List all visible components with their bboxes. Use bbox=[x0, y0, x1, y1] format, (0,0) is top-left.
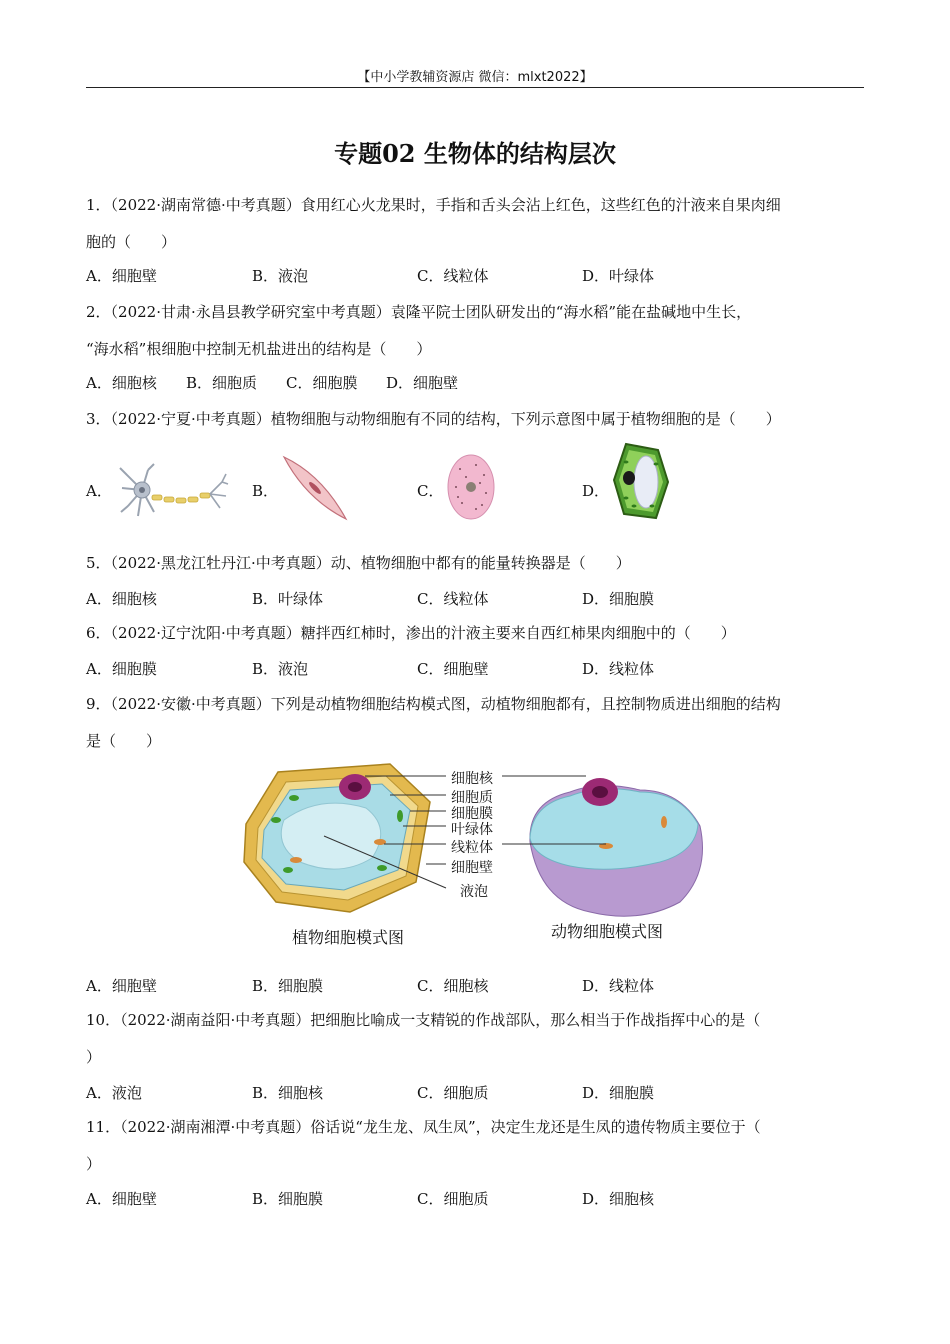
q2-option-d: D．细胞壁 bbox=[386, 374, 459, 392]
q9-option-c: C．细胞核 bbox=[417, 977, 489, 995]
question-10-text: 10．（2022·湖南益阳·中考真题）把细胞比喻成一支精锐的作战部队，那么相当于作战指挥中心的是（ bbox=[86, 1011, 761, 1029]
q1-option-b: B．液泡 bbox=[252, 267, 309, 285]
q3-option-d: D． bbox=[582, 482, 610, 500]
animal-cell-caption: 动物细胞模式图 bbox=[551, 922, 664, 941]
question-2-text: 2．（2022·甘肃·永昌县教学研究室中考真题）袁隆平院士团队研发出的“海水稻”能在盐碱地中生长， bbox=[86, 303, 752, 321]
q5-option-c: C．线粒体 bbox=[417, 590, 489, 608]
page-header: 【中小学教辅资源店 微信：mlxt2022】 bbox=[357, 70, 593, 85]
q6-option-d: D．线粒体 bbox=[582, 660, 655, 678]
q10-option-b: B．细胞核 bbox=[252, 1084, 324, 1102]
question-10-text-cont: ） bbox=[86, 1048, 102, 1066]
q9-option-d: D．线粒体 bbox=[582, 977, 655, 995]
label-cell-wall: 细胞壁 bbox=[451, 860, 493, 876]
header-divider bbox=[86, 87, 864, 88]
q11-option-b: B．细胞膜 bbox=[252, 1190, 324, 1208]
question-11-text-cont: ） bbox=[86, 1155, 102, 1173]
q5-option-d: D．细胞膜 bbox=[582, 590, 655, 608]
label-cytoplasm: 细胞质 bbox=[451, 790, 493, 806]
q11-option-a: A．细胞壁 bbox=[86, 1190, 157, 1208]
label-nucleus: 细胞核 bbox=[451, 771, 493, 787]
question-9-text-cont: 是（ ） bbox=[86, 732, 162, 750]
question-5-text: 5．（2022·黑龙江牡丹江·中考真题）动、植物细胞中都有的能量转换器是（ ） bbox=[86, 554, 631, 572]
q6-option-c: C．细胞壁 bbox=[417, 660, 489, 678]
smooth-muscle-cell-image bbox=[282, 455, 348, 521]
label-chloroplast: 叶绿体 bbox=[451, 822, 493, 838]
plant-cell-caption: 植物细胞模式图 bbox=[292, 928, 405, 947]
q5-option-a: A．细胞核 bbox=[86, 590, 157, 608]
q6-option-a: A．细胞膜 bbox=[86, 660, 157, 678]
question-9-text: 9．（2022·安徽·中考真题）下列是动植物细胞结构模式图，动植物细胞都有，且控制物质进出细胞的结构 bbox=[86, 695, 781, 713]
q2-option-b: B．细胞质 bbox=[186, 374, 258, 392]
animal-cell-image bbox=[446, 453, 496, 521]
label-vacuole: 液泡 bbox=[460, 884, 488, 900]
q11-option-c: C．细胞质 bbox=[417, 1190, 489, 1208]
neuron-image bbox=[118, 462, 230, 522]
q3-option-c: C． bbox=[417, 482, 444, 500]
q2-option-a: A．细胞核 bbox=[86, 374, 157, 392]
q2-option-c: C．细胞膜 bbox=[286, 374, 358, 392]
q5-option-b: B．叶绿体 bbox=[252, 590, 324, 608]
q3-option-a: A． bbox=[86, 482, 112, 500]
q1-option-a: A．细胞壁 bbox=[86, 267, 157, 285]
label-mitochondria: 线粒体 bbox=[451, 840, 493, 856]
q6-option-b: B．液泡 bbox=[252, 660, 309, 678]
q1-option-d: D．叶绿体 bbox=[582, 267, 655, 285]
question-1-text-cont: 胞的（ ） bbox=[86, 233, 177, 251]
q9-option-b: B．细胞膜 bbox=[252, 977, 324, 995]
q10-option-d: D．细胞膜 bbox=[582, 1084, 655, 1102]
q10-option-a: A．液泡 bbox=[86, 1084, 142, 1102]
q11-option-d: D．细胞核 bbox=[582, 1190, 655, 1208]
question-11-text: 11．（2022·湖南湘潭·中考真题）俗话说“龙生龙、凤生凤”，决定生龙还是生凤的遗传物质主要位于（ bbox=[86, 1118, 761, 1136]
q9-option-a: A．细胞壁 bbox=[86, 977, 157, 995]
question-3-text: 3．（2022·宁夏·中考真题）植物细胞与动物细胞有不同的结构，下列示意图中属于植物细胞的是（ ） bbox=[86, 410, 781, 428]
plant-cell-image bbox=[612, 442, 670, 522]
question-6-text: 6．（2022·辽宁沈阳·中考真题）糖拌西红柿时，渗出的汁液主要来自西红柿果肉细胞中的（ ） bbox=[86, 624, 736, 642]
q10-option-c: C．细胞质 bbox=[417, 1084, 489, 1102]
question-1-text: 1．（2022·湖南常德·中考真题）食用红心火龙果时，手指和舌头会沾上红色，这些红色的汁液来自果肉细 bbox=[86, 196, 781, 214]
page-title: 专题02 生物体的结构层次 bbox=[334, 139, 616, 168]
question-2-text-cont: “海水稻”根细胞中控制无机盐进出的结构是（ ） bbox=[86, 340, 432, 358]
q3-option-b: B． bbox=[252, 482, 279, 500]
label-cell-membrane: 细胞膜 bbox=[451, 806, 493, 822]
q1-option-c: C．线粒体 bbox=[417, 267, 489, 285]
